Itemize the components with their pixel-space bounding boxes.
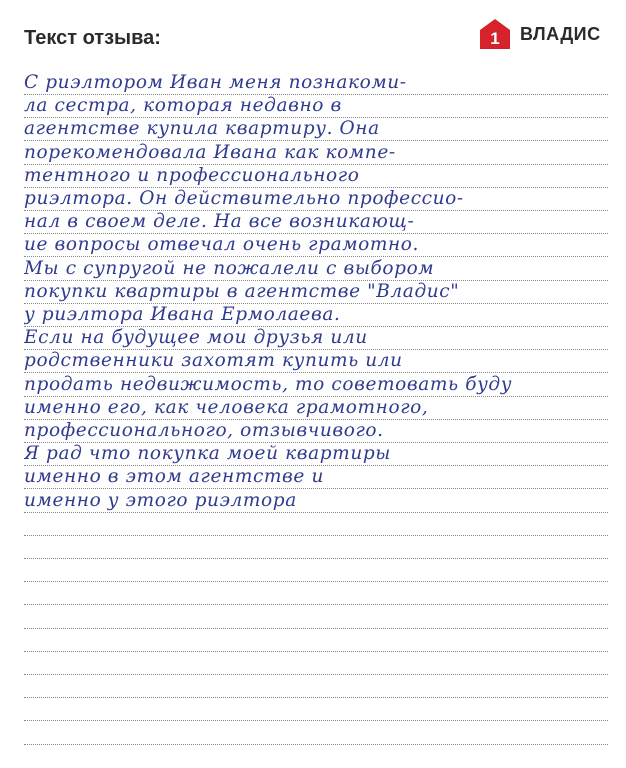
logo-text: ВЛАДИС — [520, 23, 601, 44]
house-icon — [478, 17, 512, 51]
ruled-line — [24, 512, 608, 513]
handwritten-line: именно у этого риэлтора — [24, 489, 297, 511]
ruled-line — [24, 604, 608, 605]
handwritten-line: ла сестра, которая недавно в — [24, 95, 342, 117]
logo-mark-digit: 1 — [490, 29, 500, 48]
handwritten-line: родственники захотят купить или — [24, 350, 403, 372]
handwritten-line: порекомендовала Ивана как компе- — [24, 141, 396, 163]
ruled-line — [24, 744, 608, 745]
ruled-line — [24, 697, 608, 698]
ruled-line — [24, 628, 608, 629]
handwritten-line: у риэлтора Ивана Ермолаева. — [24, 304, 341, 325]
page-header — [0, 0, 626, 64]
handwritten-line: нал в своем деле. На все возникающ- — [24, 211, 415, 233]
handwritten-line: Мы с супругой не пожалели с выбором — [24, 257, 435, 279]
handwritten-line: ие вопросы отвечал очень грамотно. — [24, 234, 420, 256]
ruled-line — [24, 720, 608, 721]
ruled-line — [24, 535, 608, 536]
handwritten-line: Я рад что покупка моей квартиры — [24, 443, 391, 465]
handwritten-line: агентстве купила квартиру. Она — [24, 118, 380, 140]
ruled-line — [24, 651, 608, 652]
company-logo — [478, 17, 601, 51]
handwritten-line: продать недвижимость, то советовать буду — [24, 373, 513, 395]
handwritten-line: именно в этом агентстве и — [24, 466, 324, 488]
handwritten-line: риэлтора. Он действительно профессио- — [24, 188, 464, 209]
handwritten-line: Если на будущее мои друзья или — [24, 327, 368, 349]
ruled-line — [24, 558, 608, 559]
page-title: Текст отзыва: — [24, 27, 161, 49]
handwritten-line: тентного и профессионального — [24, 164, 360, 186]
review-sheet — [24, 64, 608, 768]
handwritten-line: С риэлтором Иван меня познакоми- — [24, 72, 407, 93]
handwritten-line: именно его, как человека грамотного, — [24, 396, 429, 418]
handwritten-line: покупки квартиры в агентстве "Владис" — [24, 280, 460, 302]
ruled-line — [24, 674, 608, 675]
handwritten-line: профессионального, отзывчивого. — [24, 420, 384, 441]
ruled-line — [24, 581, 608, 582]
